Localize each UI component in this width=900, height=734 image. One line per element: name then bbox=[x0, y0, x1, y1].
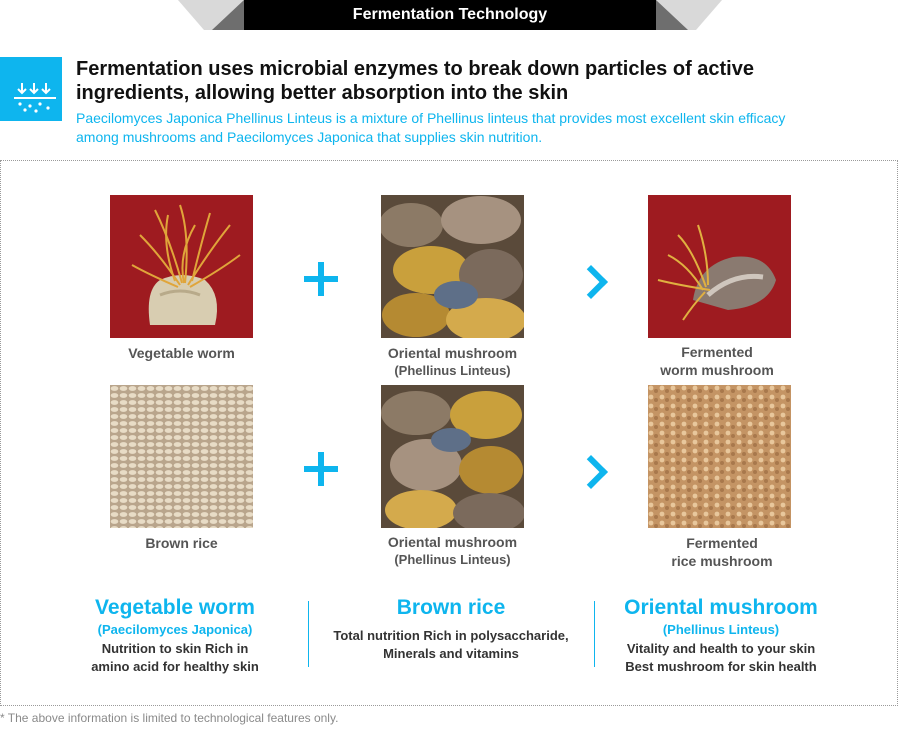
info-divider bbox=[594, 601, 595, 667]
brown-rice-caption: Brown rice bbox=[145, 535, 218, 551]
plus-icon bbox=[304, 452, 338, 486]
plus-icon bbox=[304, 262, 338, 296]
fermented-rice-mushroom-image bbox=[648, 385, 791, 528]
banner-left-ornament bbox=[0, 0, 244, 30]
info-divider bbox=[308, 601, 309, 667]
page-description: Paecilomyces Japonica Phellinus Linteus is a mixture of Phellinus linteus that provides most excellent skin efficacy among mushrooms and Paecilomyces Japonica that supplies skin nutrition. bbox=[76, 110, 786, 145]
info-brown-rice: Brown rice Total nutrition Rich in polysaccharide, Minerals and vitamins bbox=[333, 596, 569, 661]
fermentation-icon bbox=[0, 57, 62, 121]
oriental-mushroom-caption: Oriental mushroom (Phellinus Linteus) bbox=[387, 534, 518, 567]
vegetable-worm-image bbox=[110, 195, 253, 338]
banner-right-ornament bbox=[656, 0, 900, 30]
info-oriental-mushroom: Oriental mushroom (Phellinus Linteus) Vitality and health to your skin Best mushroom for skin health bbox=[624, 596, 818, 674]
oriental-mushroom-caption: Oriental mushroom (Phellinus Linteus) bbox=[387, 345, 518, 378]
banner-title: Fermentation Technology bbox=[244, 0, 656, 30]
vegetable-worm-caption: Vegetable worm bbox=[128, 345, 235, 361]
oriental-mushroom-image bbox=[381, 195, 524, 338]
info-vegetable-worm: Vegetable worm (Paecilomyces Japonica) Nutrition to skin Rich in amino acid for healthy skin bbox=[91, 596, 259, 674]
footnote: * The above information is limited to technological features only. bbox=[0, 711, 339, 725]
page-title: Fermentation uses microbial enzymes to break down particles of active ingredients, allowing better absorption into the skin bbox=[76, 58, 754, 104]
oriental-mushroom-image bbox=[381, 385, 524, 528]
fermented-worm-mushroom-image bbox=[648, 195, 791, 338]
fermented-worm-mushroom-caption: Fermented worm mushroom bbox=[660, 344, 774, 378]
brown-rice-image bbox=[110, 385, 253, 528]
fermented-rice-mushroom-caption: Fermented rice mushroom bbox=[671, 535, 773, 569]
